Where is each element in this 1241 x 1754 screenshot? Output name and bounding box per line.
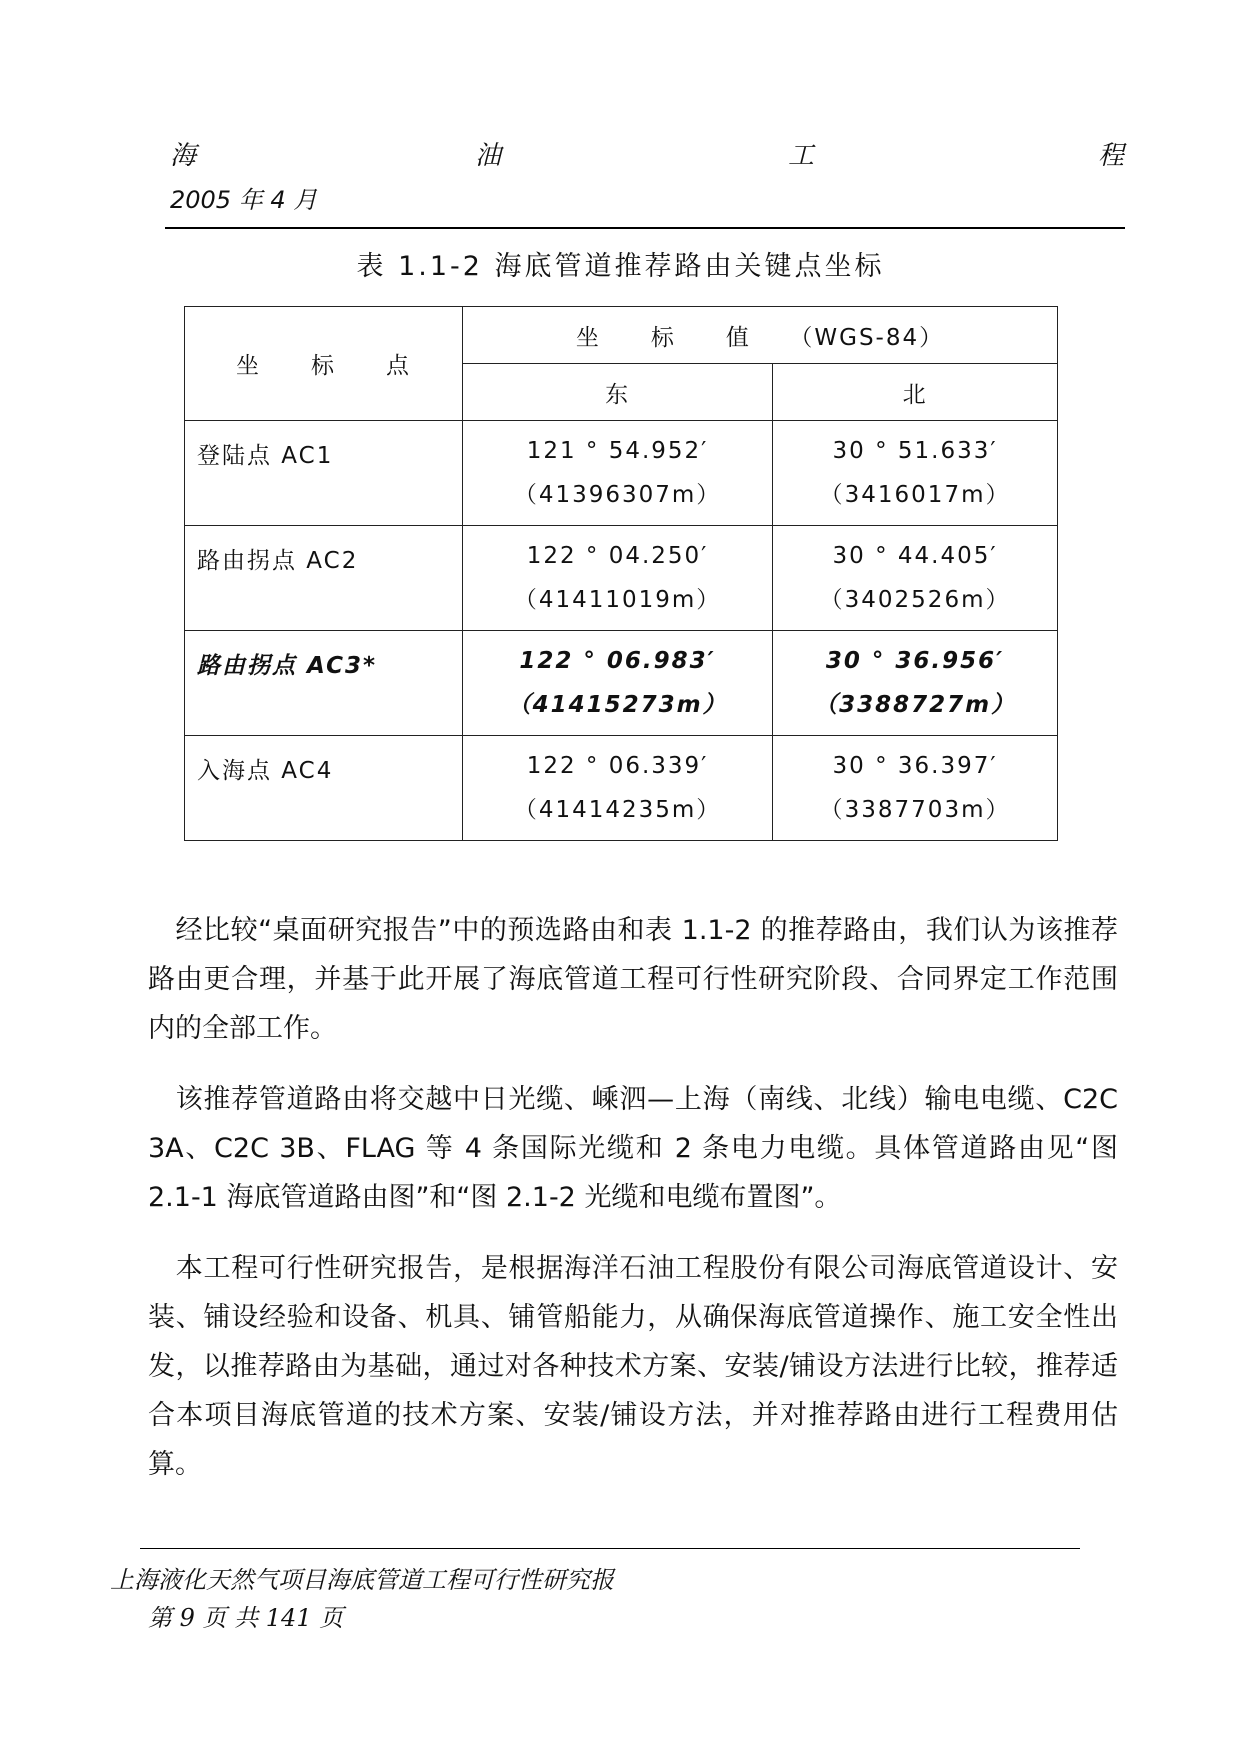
east-meters: （41415273m）	[507, 692, 728, 718]
north-value: 30 ° 36.397′	[832, 753, 998, 779]
east-meters: （41414235m）	[513, 797, 722, 823]
point-header: 坐 标 点	[236, 353, 411, 379]
north-meters: （3388727m）	[814, 692, 1017, 718]
footer-page-number: 第 9 页 共 141 页	[148, 1604, 344, 1632]
north-header: 北	[773, 364, 1058, 421]
table-row	[185, 631, 1058, 736]
paragraph-text: 该推荐管道路由将交越中日光缆、嵊泗—上海（南线、北线）输电电缆、C2C 3A、C2C 3B、FLAG 等 4 条国际光缆和 2 条电力电缆。具体管道路由见“图 2.1-1 海底管道路由图”和“图 2.1-2 光缆和电缆布置图”。	[148, 1084, 1118, 1213]
east-value: 122 ° 06.983′	[519, 648, 716, 674]
header-rule	[165, 227, 1125, 229]
north-value: 30 ° 44.405′	[832, 543, 998, 569]
header-char: 程	[1098, 141, 1125, 171]
footer-rule	[140, 1548, 1080, 1549]
footer-title: 上海液化天然气项目海底管道工程可行性研究报	[110, 1566, 614, 1594]
north-cell	[773, 421, 1058, 526]
east-header: 东	[463, 364, 773, 421]
north-meters: （3402526m）	[819, 587, 1011, 613]
row-label: 路由拐点 AC2	[185, 526, 463, 631]
east-cell	[463, 736, 773, 841]
header-date: 2005 年 4 月	[170, 186, 318, 214]
north-cell	[773, 736, 1058, 841]
paragraph-1	[148, 906, 1118, 1053]
north-meters: （3387703m）	[819, 797, 1011, 823]
table-header-row	[185, 307, 1058, 364]
coordinates-table	[184, 306, 1058, 841]
point-header-cell	[185, 307, 463, 421]
north-meters: （3416017m）	[819, 482, 1011, 508]
east-value: 122 ° 04.250′	[526, 543, 709, 569]
table-row	[185, 421, 1058, 526]
east-meters: （41396307m）	[513, 482, 722, 508]
east-cell	[463, 631, 773, 736]
table-row	[185, 526, 1058, 631]
value-header-cell	[463, 307, 1058, 364]
header-char: 海	[170, 141, 197, 171]
north-value: 30 ° 51.633′	[832, 438, 998, 464]
north-cell	[773, 526, 1058, 631]
north-value: 30 ° 36.956′	[825, 648, 1005, 674]
header-char: 油	[475, 141, 502, 171]
paragraph-2	[148, 1075, 1118, 1222]
east-value: 122 ° 06.339′	[526, 753, 709, 779]
paragraph-text: 本工程可行性研究报告，是根据海洋石油工程股份有限公司海底管道设计、安装、铺设经验和设备、机具、铺管船能力，从确保海底管道操作、施工安全性出发，以推荐路由为基础，通过对各种技术方案、安装/铺设方法进行比较，推荐适合本项目海底管道的技术方案、安装/铺设方法，并对推荐路由进行工程费用估算。	[148, 1253, 1118, 1480]
east-cell	[463, 526, 773, 631]
row-label: 路由拐点 AC3*	[185, 631, 463, 736]
row-label: 入海点 AC4	[185, 736, 463, 841]
east-value: 121 ° 54.952′	[526, 438, 709, 464]
header-spaced-title	[170, 135, 1125, 175]
east-meters: （41411019m）	[513, 587, 722, 613]
paragraph-text: 经比较“桌面研究报告”中的预选路由和表 1.1-2 的推荐路由，我们认为该推荐路由更合理，并基于此开展了海底管道工程可行性研究阶段、合同界定工作范围内的全部工作。	[148, 915, 1118, 1044]
north-cell	[773, 631, 1058, 736]
header-char: 工	[788, 141, 815, 171]
table-caption: 表 1.1-2 海底管道推荐路由关键点坐标	[356, 251, 885, 282]
value-header: 坐 标 值 （WGS-84）	[575, 324, 945, 351]
table-row	[185, 736, 1058, 841]
east-cell	[463, 421, 773, 526]
paragraph-3	[148, 1244, 1118, 1489]
row-label: 登陆点 AC1	[185, 421, 463, 526]
